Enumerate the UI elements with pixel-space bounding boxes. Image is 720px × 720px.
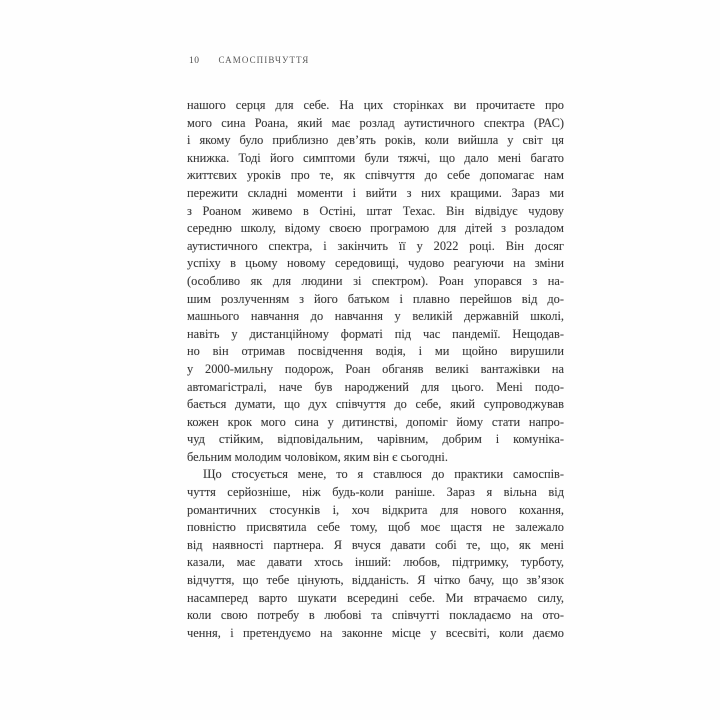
text-line: навіть у дистанційному форматі під час пандемії. Нещодав- bbox=[187, 326, 564, 341]
text-line: но він отримав посвідчення водія, і ми щойно вирушили bbox=[187, 344, 564, 359]
text-line: середню школу, відому своєю програмою для дітей з розладом bbox=[187, 221, 564, 236]
text-line: успіху в цьому новому середовищі, чудово реагуючи на зміни bbox=[187, 256, 564, 271]
text-line: машнього навчання до навчання у великій державній школі, bbox=[187, 309, 564, 324]
running-title: САМОСПІВЧУТТЯ bbox=[218, 55, 310, 65]
text-line: чуття серйозніше, ніж будь-коли раніше. Зараз я вільна від bbox=[187, 485, 564, 500]
text-line: чення, і претендуємо на законне місце у всесвіті, коли даємо bbox=[187, 625, 564, 640]
text-line: мого сина Роана, який має розлад аутистичного спектра (РАС) bbox=[187, 115, 564, 130]
text-line: книжка. Тоді його симптоми були тяжчі, що дало мені багато bbox=[187, 150, 564, 165]
text-line: (особливо як для людини зі спектром). Роан упорався з на- bbox=[187, 273, 564, 288]
running-head bbox=[189, 55, 566, 66]
text-line: бельним молодим чоловіком, яким він є сьогодні. bbox=[187, 449, 448, 464]
text-line: відчуття, що тебе цінують, відданість. Я чітко бачу, що зв’язок bbox=[187, 573, 564, 588]
text-line: насамперед варто шукати всередині себе. Ми втрачаємо силу, bbox=[187, 590, 564, 605]
text-line: і якому було приблизно дев’ять років, коли вийшла у світ ця bbox=[187, 133, 564, 148]
text-line: кожен крок мого сина у дитинстві, допоміг йому стати напро- bbox=[187, 414, 564, 429]
text-line: нашого серця для себе. На цих сторінках ви прочитаєте про bbox=[187, 98, 564, 112]
text-line: казали, має давати хтось інший: любов, підтримку, турботу, bbox=[187, 555, 564, 570]
text-line: автомагістралі, наче був народжений для цього. Мені подо- bbox=[187, 379, 564, 394]
text-line: романтичних стосунків і, хоч відкрита для нового кохання, bbox=[187, 502, 564, 517]
text-line: Що стосується мене, то я ставлюся до практики самоспів- bbox=[203, 467, 564, 482]
text-line: повністю присвятила себе тому, щоб моє щастя не залежало bbox=[187, 520, 564, 535]
text-line: у 2000-мильну подорож, Роан обганяв великі вантажівки на bbox=[187, 361, 564, 376]
text-line: шим розлученням з його батьком і плавно перейшов від до- bbox=[187, 291, 564, 306]
text-line: життєвих уроків про те, як співчуття до себе допомагає нам bbox=[187, 168, 564, 183]
page-number: 10 bbox=[189, 56, 200, 66]
text-line: чуд стійким, відповідальним, чарівним, добрим і комуніка- bbox=[187, 432, 564, 447]
text-line: від наявності партнера. Я вчуся давати собі те, що, як мені bbox=[187, 537, 564, 552]
text-block bbox=[187, 97, 564, 642]
text-line: бається думати, що дух співчуття до себе, який супроводжував bbox=[187, 397, 564, 412]
text-line: аутистичного спектра, і закінчить її у 2022 році. Він досяг bbox=[187, 238, 564, 253]
text-line: коли свою потребу в любові та співчутті покладаємо на ото- bbox=[187, 608, 564, 623]
text-line: з Роаном живемо в Остіні, штат Техас. Він відвідує чудову bbox=[187, 203, 564, 218]
text-line: пережити складні моменти і вийти з них кращими. Зараз ми bbox=[187, 185, 564, 200]
